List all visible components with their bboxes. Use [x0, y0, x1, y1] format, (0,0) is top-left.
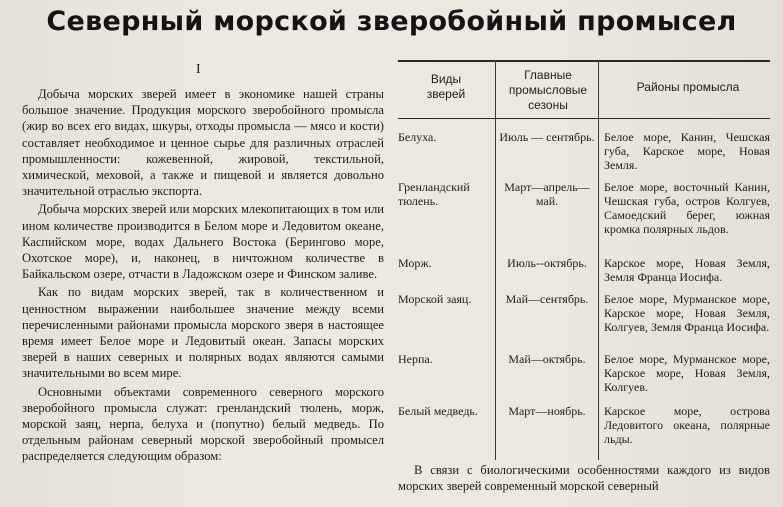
- table-column-divider: [598, 60, 599, 460]
- page-title: Северный морской зверобойный промысел: [46, 6, 737, 37]
- table-cell-species: Гренландский тюлень.: [398, 180, 470, 208]
- table-cell-species: Нерпа.: [398, 352, 433, 366]
- table-cell-regions: Карское море, Новая Земля, Земля Франца Иосифа.: [604, 256, 770, 284]
- table-cell-season: Май—октябрь.: [508, 352, 586, 366]
- table-cell-regions: Белое море, Мурманское море, Карское море, Новая Земля, Колгуев, Земля Франца Иосифа.: [604, 292, 770, 334]
- table-column-divider: [495, 60, 496, 460]
- paragraph-2: Добыча морских зверей или морских млекопитающих в том или ином количестве производится в Белом море и Ледовитом океане, Каспийском море, водах Дальнего Востока (Берингово море, Охотское море), и, наконец, в ничтожном количестве в Байкальском озере, отчасти в Ладожском озере и Финском заливе.: [22, 202, 384, 282]
- paragraph-5: В связи с биологическими особенностями каждого из видов морских зверей современный морской северный: [398, 463, 770, 494]
- table-cell-season: Июль--октябрь.: [507, 256, 587, 270]
- table-header-regions: Районы промысла: [636, 80, 740, 94]
- table-cell-season: Июль — сентябрь.: [499, 130, 595, 144]
- table-cell-regions: Белое море, восточный Канин, Чешская губа, остров Колгуев, Самоедский берег, южная кромка полярных льдов.: [604, 180, 770, 236]
- paragraph-3: Как по видам морских зверей, так в количественном и ценностном выражении наибольшее значение между всеми перечисленными районами промысла морского зверя в настоящее время имеет Белое море и Ледовитый океан. Запасы морских зверей в наших северных и полярных водах являются самыми значительными во всем мире.: [22, 285, 384, 381]
- table-cell-species: Морж.: [398, 256, 432, 270]
- table-cell-season: Март—ноябрь.: [508, 404, 586, 418]
- table-header-seasons: Главные промысловые сезоны: [508, 68, 588, 112]
- paragraph-1: Добыча морских зверей имеет в экономике нашей страны большое значение. Продукция морского зверобойного промысла (жир во всех его видах, шкуры, отходы промысла — мясо и кости) составляет необходимое и ценное сырье для различных отраслей промышленности: кожевенной, жировой, текстильной, химической, меховой, а также и пищевой и является довольно значительной отраслью экспорта.: [22, 87, 384, 199]
- table-cell-regions: Карское море, острова Ледовитого океана, полярные льды.: [604, 404, 770, 446]
- table-cell-season: Март—апрель—май.: [504, 180, 590, 208]
- paragraph-4: Основными объектами современного северного морского зверобойного промысла служат: гренландский тюлень, морж, морской заяц, нерпа, белуха и (попутно) белый медведь. По отдельным районам северный морской зверобойный промысел распределяется следующим образом:: [22, 384, 384, 464]
- table-top-rule: [398, 60, 770, 62]
- table-cell-season: Май—сентябрь.: [505, 292, 589, 306]
- table-header-species: Виды зверей: [426, 72, 466, 101]
- table-cell-regions: Белое море, Мурманское море, Карское море, Новая Земля, Колгуев.: [604, 352, 770, 394]
- table-cell-species: Морской заяц.: [398, 292, 472, 306]
- right-column-text: [398, 462, 770, 494]
- table-cell-species: Белуха.: [398, 130, 437, 144]
- left-column-text: [22, 86, 384, 467]
- table-header-rule: [398, 118, 770, 119]
- section-number: I: [196, 62, 201, 77]
- table-cell-regions: Белое море, Канин, Чешская губа, Карское море, Новая Земля.: [604, 130, 770, 172]
- table-cell-species: Белый медведь.: [398, 404, 478, 418]
